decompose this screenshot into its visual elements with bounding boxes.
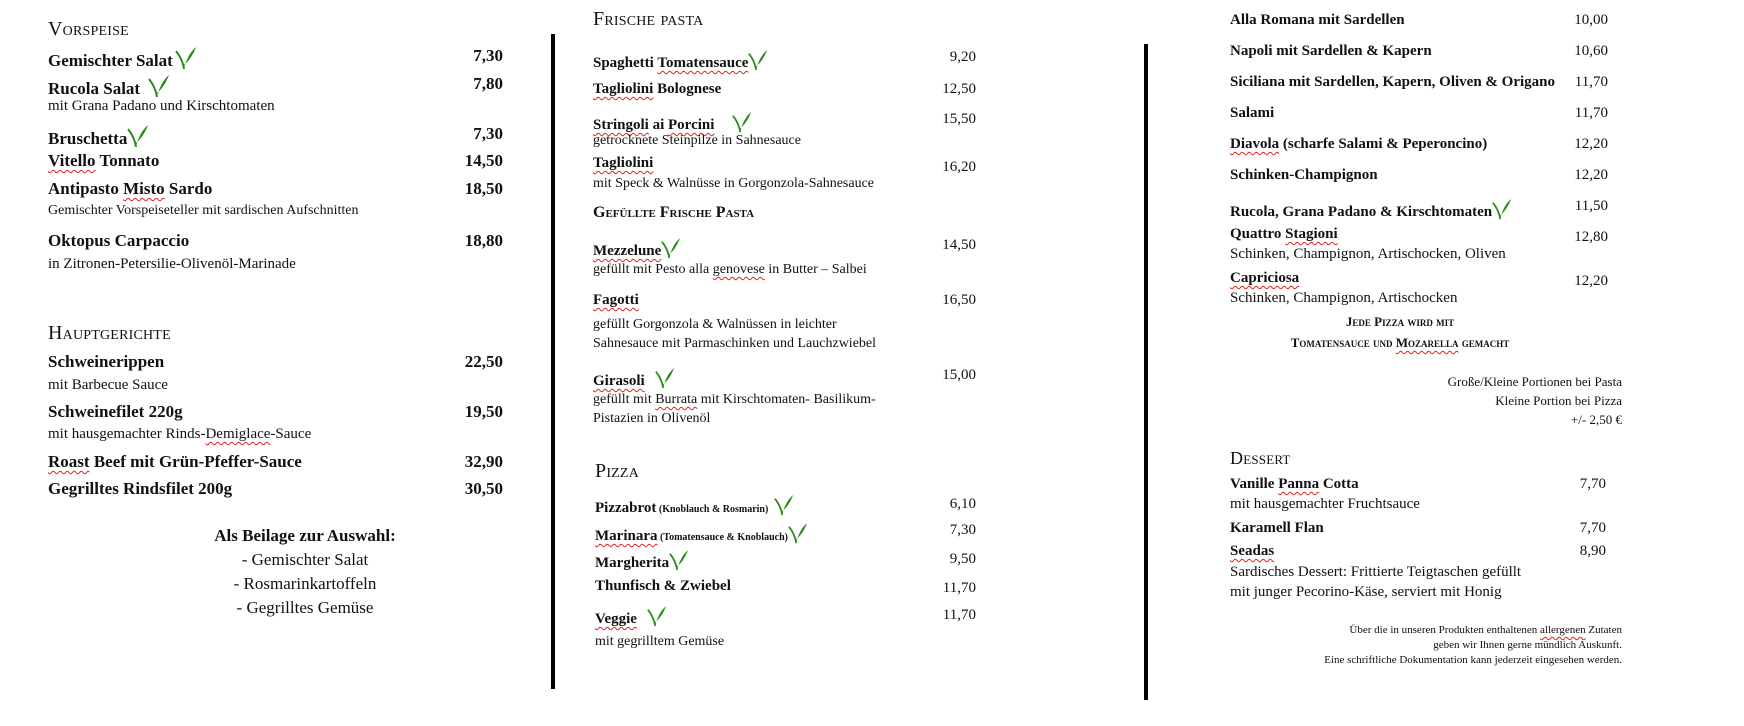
price-veggie: 11,70 bbox=[942, 607, 976, 623]
desc-tagliolini: mit Speck & Walnüsse in Gorgonzola-Sahnesauce bbox=[593, 176, 875, 191]
item-gemischter-salat: Gemischter Salat bbox=[48, 46, 197, 71]
item-siciliana: Siciliana mit Sardellen, Kapern, Oliven & Origano bbox=[1230, 74, 1556, 90]
item-margherita: Margherita bbox=[595, 549, 689, 572]
item-tagliolini-bolognese: Tagliolini Bolognese bbox=[593, 81, 722, 97]
beilage-item: - Rosmarinkartoffeln bbox=[233, 574, 377, 593]
price-capriciosa: 12,20 bbox=[1574, 273, 1608, 289]
desc-stringoli: getrocknete Steinpilze in Sahnesauce bbox=[593, 133, 801, 148]
price-margherita: 9,50 bbox=[949, 551, 976, 567]
vegetarian-leaf-icon bbox=[1492, 198, 1512, 220]
price-roast-beef: 32,90 bbox=[464, 452, 503, 471]
section-title-gefuellte-pasta: Gefüllte Frische Pasta bbox=[593, 204, 755, 221]
item-spaghetti: Spaghetti Tomatensauce bbox=[593, 49, 768, 72]
desc-antipasto-misto-sardo: Gemischter Vorspeiseteller mit sardischen Aufschnitten bbox=[48, 203, 359, 218]
item-rucola-pizza: Rucola, Grana Padano & Kirschtomaten bbox=[1230, 198, 1512, 221]
price-marinara: 7,30 bbox=[949, 522, 976, 538]
item-panna-cotta: Vanille Panna Cotta bbox=[1230, 476, 1359, 492]
desc-schweinerippen: mit Barbecue Sauce bbox=[48, 377, 168, 393]
desc-fagotti-2: Sahnesauce mit Parmaschinken und Lauchzwiebel bbox=[593, 336, 877, 351]
price-pizzabrot: 6,10 bbox=[949, 496, 976, 512]
beilage-title: Als Beilage zur Auswahl: bbox=[214, 526, 396, 545]
vegetarian-leaf-icon bbox=[748, 49, 768, 71]
vegetarian-leaf-icon bbox=[655, 367, 675, 389]
vegetarian-leaf-icon bbox=[148, 74, 170, 98]
item-mezzelune: Mezzelune bbox=[593, 237, 681, 260]
price-schweinerippen: 22,50 bbox=[464, 352, 503, 371]
price-thunfisch: 11,70 bbox=[942, 580, 976, 596]
desc-seadas-2: mit junger Pecorino-Käse, serviert mit Honig bbox=[1230, 584, 1502, 600]
beilage-item: - Gemischter Salat bbox=[241, 550, 369, 569]
item-fagotti: Fagotti bbox=[593, 292, 639, 308]
item-seadas: Seadas bbox=[1230, 543, 1275, 559]
price-diavola: 12,20 bbox=[1574, 136, 1608, 152]
item-karamell-flan: Karamell Flan bbox=[1230, 520, 1324, 536]
vegetarian-leaf-icon bbox=[788, 522, 808, 544]
item-schweinerippen: Schweinerippen bbox=[48, 352, 165, 371]
price-fagotti: 16,50 bbox=[942, 292, 976, 308]
vegetarian-leaf-icon bbox=[732, 111, 752, 133]
vegetarian-leaf-icon bbox=[661, 237, 681, 259]
desc-girasoli-2: Pistazien in Olivenöl bbox=[593, 411, 711, 426]
price-vitello-tonnato: 14,50 bbox=[464, 151, 503, 170]
vegetarian-leaf-icon bbox=[669, 549, 689, 571]
section-title-hauptgerichte: Hauptgerichte bbox=[48, 322, 171, 344]
price-rucola-pizza: 11,50 bbox=[1574, 198, 1608, 214]
desc-quattro-stagioni: Schinken, Champignon, Artischocken, Oliven bbox=[1230, 246, 1506, 262]
item-rindsfilet: Gegrilltes Rindsfilet 200g bbox=[48, 479, 233, 498]
divider-right bbox=[1144, 44, 1148, 700]
price-panna-cotta: 7,70 bbox=[1579, 476, 1606, 492]
item-diavola: Diavola (scharfe Salami & Peperoncino) bbox=[1230, 136, 1488, 152]
desc-capriciosa: Schinken, Champignon, Artischocken bbox=[1230, 290, 1458, 306]
item-alla-romana: Alla Romana mit Sardellen bbox=[1230, 12, 1405, 28]
section-title-vorspeise: Vorspeise bbox=[48, 18, 129, 40]
item-pizzabrot: Pizzabrot (Knoblauch & Rosmarin) bbox=[595, 494, 794, 517]
price-antipasto-misto-sardo: 18,50 bbox=[464, 179, 503, 198]
portion-note-1: Große/Kleine Portionen bei Pasta bbox=[1447, 374, 1622, 389]
portion-note-3: +/- 2,50 € bbox=[1570, 412, 1622, 427]
price-mezzelune: 14,50 bbox=[942, 237, 976, 253]
price-rucola-salat: 7,80 bbox=[473, 74, 503, 93]
section-title-dessert: Dessert bbox=[1230, 448, 1291, 468]
price-tagliolini: 16,20 bbox=[942, 159, 976, 175]
price-schinken-champignon: 12,20 bbox=[1574, 167, 1608, 183]
item-vitello-tonnato: Vitello Tonnato bbox=[48, 151, 160, 170]
price-bruschetta: 7,30 bbox=[473, 124, 503, 143]
price-salami: 11,70 bbox=[1574, 105, 1608, 121]
allergen-note-1: Über die in unseren Produkten enthaltenen allergenen Zutaten bbox=[1349, 624, 1622, 636]
item-schinken-champignon: Schinken-Champignon bbox=[1230, 167, 1378, 183]
item-rucola-salat: Rucola Salat bbox=[48, 74, 170, 99]
vegetarian-leaf-icon bbox=[175, 46, 197, 70]
price-siciliana: 11,70 bbox=[1574, 74, 1608, 90]
item-veggie: Veggie bbox=[595, 605, 667, 628]
desc-girasoli-1: gefüllt mit Burrata mit Kirschtomaten- Basilikum- bbox=[593, 392, 876, 407]
vegetarian-leaf-icon bbox=[647, 605, 667, 627]
price-karamell-flan: 7,70 bbox=[1579, 520, 1606, 536]
price-gemischter-salat: 7,30 bbox=[473, 46, 503, 65]
item-antipasto-misto-sardo: Antipasto Misto Sardo bbox=[48, 179, 213, 198]
desc-panna-cotta: mit hausgemachter Fruchtsauce bbox=[1230, 496, 1420, 512]
item-quattro-stagioni: Quattro Stagioni bbox=[1230, 226, 1338, 242]
price-rindsfilet: 30,50 bbox=[464, 479, 503, 498]
portion-note-2: Kleine Portion bei Pizza bbox=[1495, 393, 1622, 408]
item-schweinefilet: Schweinefilet 220g bbox=[48, 402, 183, 421]
desc-veggie: mit gegrilltem Gemüse bbox=[595, 634, 725, 649]
desc-mezzelune: gefüllt mit Pesto alla genovese in Butter – Salbei bbox=[593, 262, 867, 277]
price-quattro-stagioni: 12,80 bbox=[1574, 229, 1608, 245]
price-schweinefilet: 19,50 bbox=[464, 402, 503, 421]
price-oktopus-carpaccio: 18,80 bbox=[464, 231, 503, 250]
desc-fagotti-1: gefüllt Gorgonzola & Walnüssen in leichter bbox=[593, 317, 837, 332]
desc-oktopus-carpaccio: in Zitronen-Petersilie-Olivenöl-Marinade bbox=[48, 256, 296, 272]
divider-left bbox=[551, 34, 555, 689]
vegetarian-leaf-icon bbox=[127, 124, 149, 148]
section-title-frische-pasta: Frische pasta bbox=[593, 8, 704, 30]
item-salami: Salami bbox=[1230, 105, 1275, 121]
item-capriciosa: Capriciosa bbox=[1230, 270, 1300, 286]
price-alla-romana: 10,00 bbox=[1574, 12, 1608, 28]
price-seadas: 8,90 bbox=[1579, 543, 1606, 559]
desc-seadas-1: Sardisches Dessert: Frittierte Teigtaschen gefüllt bbox=[1230, 564, 1522, 580]
item-tagliolini: Tagliolini bbox=[593, 155, 654, 171]
desc-rucola-salat: mit Grana Padano und Kirschtomaten bbox=[48, 98, 275, 114]
vegetarian-leaf-icon bbox=[774, 494, 794, 516]
item-bruschetta: Bruschetta bbox=[48, 124, 149, 149]
beilage-item: - Gegrilltes Gemüse bbox=[236, 598, 374, 617]
item-girasoli: Girasoli bbox=[593, 367, 675, 390]
price-spaghetti: 9,20 bbox=[949, 49, 976, 65]
price-girasoli: 15,00 bbox=[942, 367, 976, 383]
allergen-note-3: Eine schriftliche Dokumentation kann jederzeit eingesehen werden. bbox=[1324, 654, 1622, 666]
price-tagliolini-bolognese: 12,50 bbox=[942, 81, 976, 97]
item-marinara: Marinara (Tomatensauce & Knoblauch) bbox=[595, 522, 808, 545]
item-stringoli: Stringoli ai Porcini bbox=[593, 111, 752, 134]
price-stringoli: 15,50 bbox=[942, 111, 976, 127]
item-thunfisch: Thunfisch & Zwiebel bbox=[595, 578, 731, 594]
item-oktopus-carpaccio: Oktopus Carpaccio bbox=[48, 231, 190, 250]
pizza-note-line1: Jede Pizza wird mit bbox=[1345, 314, 1455, 329]
desc-schweinefilet: mit hausgemachter Rinds-Demiglace-Sauce bbox=[48, 426, 312, 442]
section-title-pizza: Pizza bbox=[595, 460, 639, 482]
allergen-note-2: geben wir Ihnen gerne mündlich Auskunft. bbox=[1433, 639, 1622, 651]
pizza-note-line2: Tomatensauce und Mozarella gemacht bbox=[1290, 335, 1510, 350]
price-napoli: 10,60 bbox=[1574, 43, 1608, 59]
item-napoli: Napoli mit Sardellen & Kapern bbox=[1230, 43, 1432, 59]
item-roast-beef: Roast Beef mit Grün-Pfeffer-Sauce bbox=[48, 452, 302, 471]
